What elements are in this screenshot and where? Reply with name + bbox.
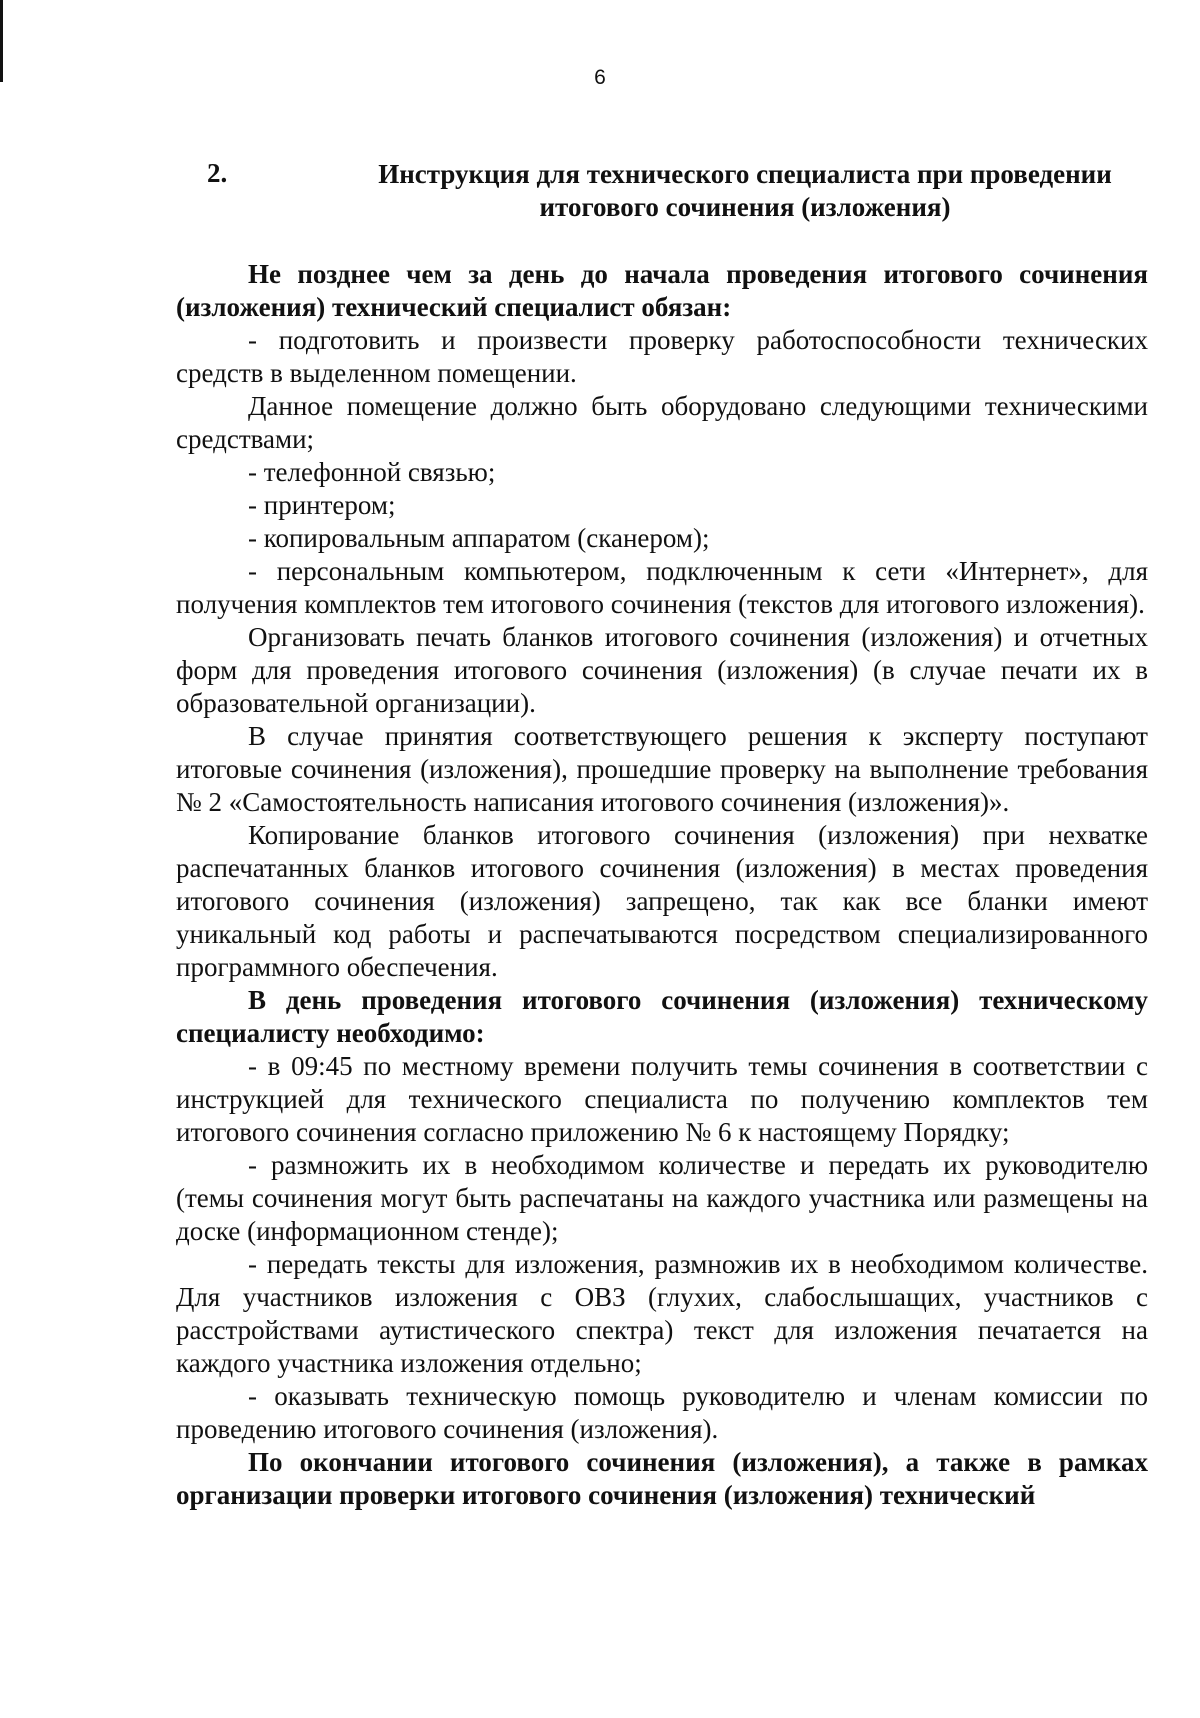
paragraph: Данное помещение должно быть оборудовано следующими техническими средствами; <box>176 391 1148 454</box>
paragraph: - передать тексты для изложения, размножив их в необходимом количестве. Для участников изложения с ОВЗ (глухих, слабослышащих, участников с расстройствами аутистического спектра) текст для изложения печатается на каждого участника изложения отдельно; <box>176 1249 1148 1378</box>
paragraph: - подготовить и произвести проверку работоспособности технических средств в выделенном помещении. <box>176 325 1148 388</box>
section-number: 2. <box>207 158 228 188</box>
paragraph: Копирование бланков итогового сочинения (изложения) при нехватке распечатанных бланков итогового сочинения (изложения) в местах проведения итогового сочинения (изложения) запрещено, так как все бланки имеют уникальный код работы и распечатываются посредством специализированного программного обеспечения. <box>176 820 1148 982</box>
paragraph: - телефонной связью; <box>248 457 496 487</box>
section-title: Инструкция для технического специалиста при проведении итогового сочинения (изложения) <box>378 159 1112 222</box>
paragraph: - в 09:45 по местному времени получить темы сочинения в соответствии с инструкцией для технического специалиста по получению комплектов тем итогового сочинения согласно приложению № 6 к настоящему Порядку; <box>176 1051 1148 1147</box>
paragraph: - размножить их в необходимом количестве и передать их руководителю (темы сочинения могут быть распечатаны на каждого участника или размещены на доске (информационном стенде); <box>176 1150 1148 1246</box>
paragraph: - персональным компьютером, подключенным к сети «Интернет», для получения комплектов тем итогового сочинения (текстов для итогового изложения). <box>176 556 1148 619</box>
paragraph: В день проведения итогового сочинения (изложения) техническому специалисту необходимо: <box>176 985 1148 1048</box>
paragraph: Не позднее чем за день до начала проведения итогового сочинения (изложения) технический специалист обязан: <box>176 259 1148 322</box>
page-number: 6 <box>594 66 606 89</box>
paragraph: В случае принятия соответствующего решения к эксперту поступают итоговые сочинения (изложения), прошедшие проверку на выполнение требования № 2 «Самостоятельность написания итогового сочинения (изложения)». <box>176 721 1148 817</box>
paragraph: - оказывать техническую помощь руководителю и членам комиссии по проведению итогового сочинения (изложения). <box>176 1381 1148 1444</box>
body-text <box>176 258 1148 1512</box>
paragraph: Организовать печать бланков итогового сочинения (изложения) и отчетных форм для проведения итогового сочинения (изложения) (в случае печати их в образовательной организации). <box>176 622 1148 718</box>
paragraph: По окончании итогового сочинения (изложения), а также в рамках организации проверки итогового сочинения (изложения) технический <box>176 1447 1148 1510</box>
paragraph: - принтером; <box>248 490 396 520</box>
paragraph: - копировальным аппаратом (сканером); <box>248 523 710 553</box>
